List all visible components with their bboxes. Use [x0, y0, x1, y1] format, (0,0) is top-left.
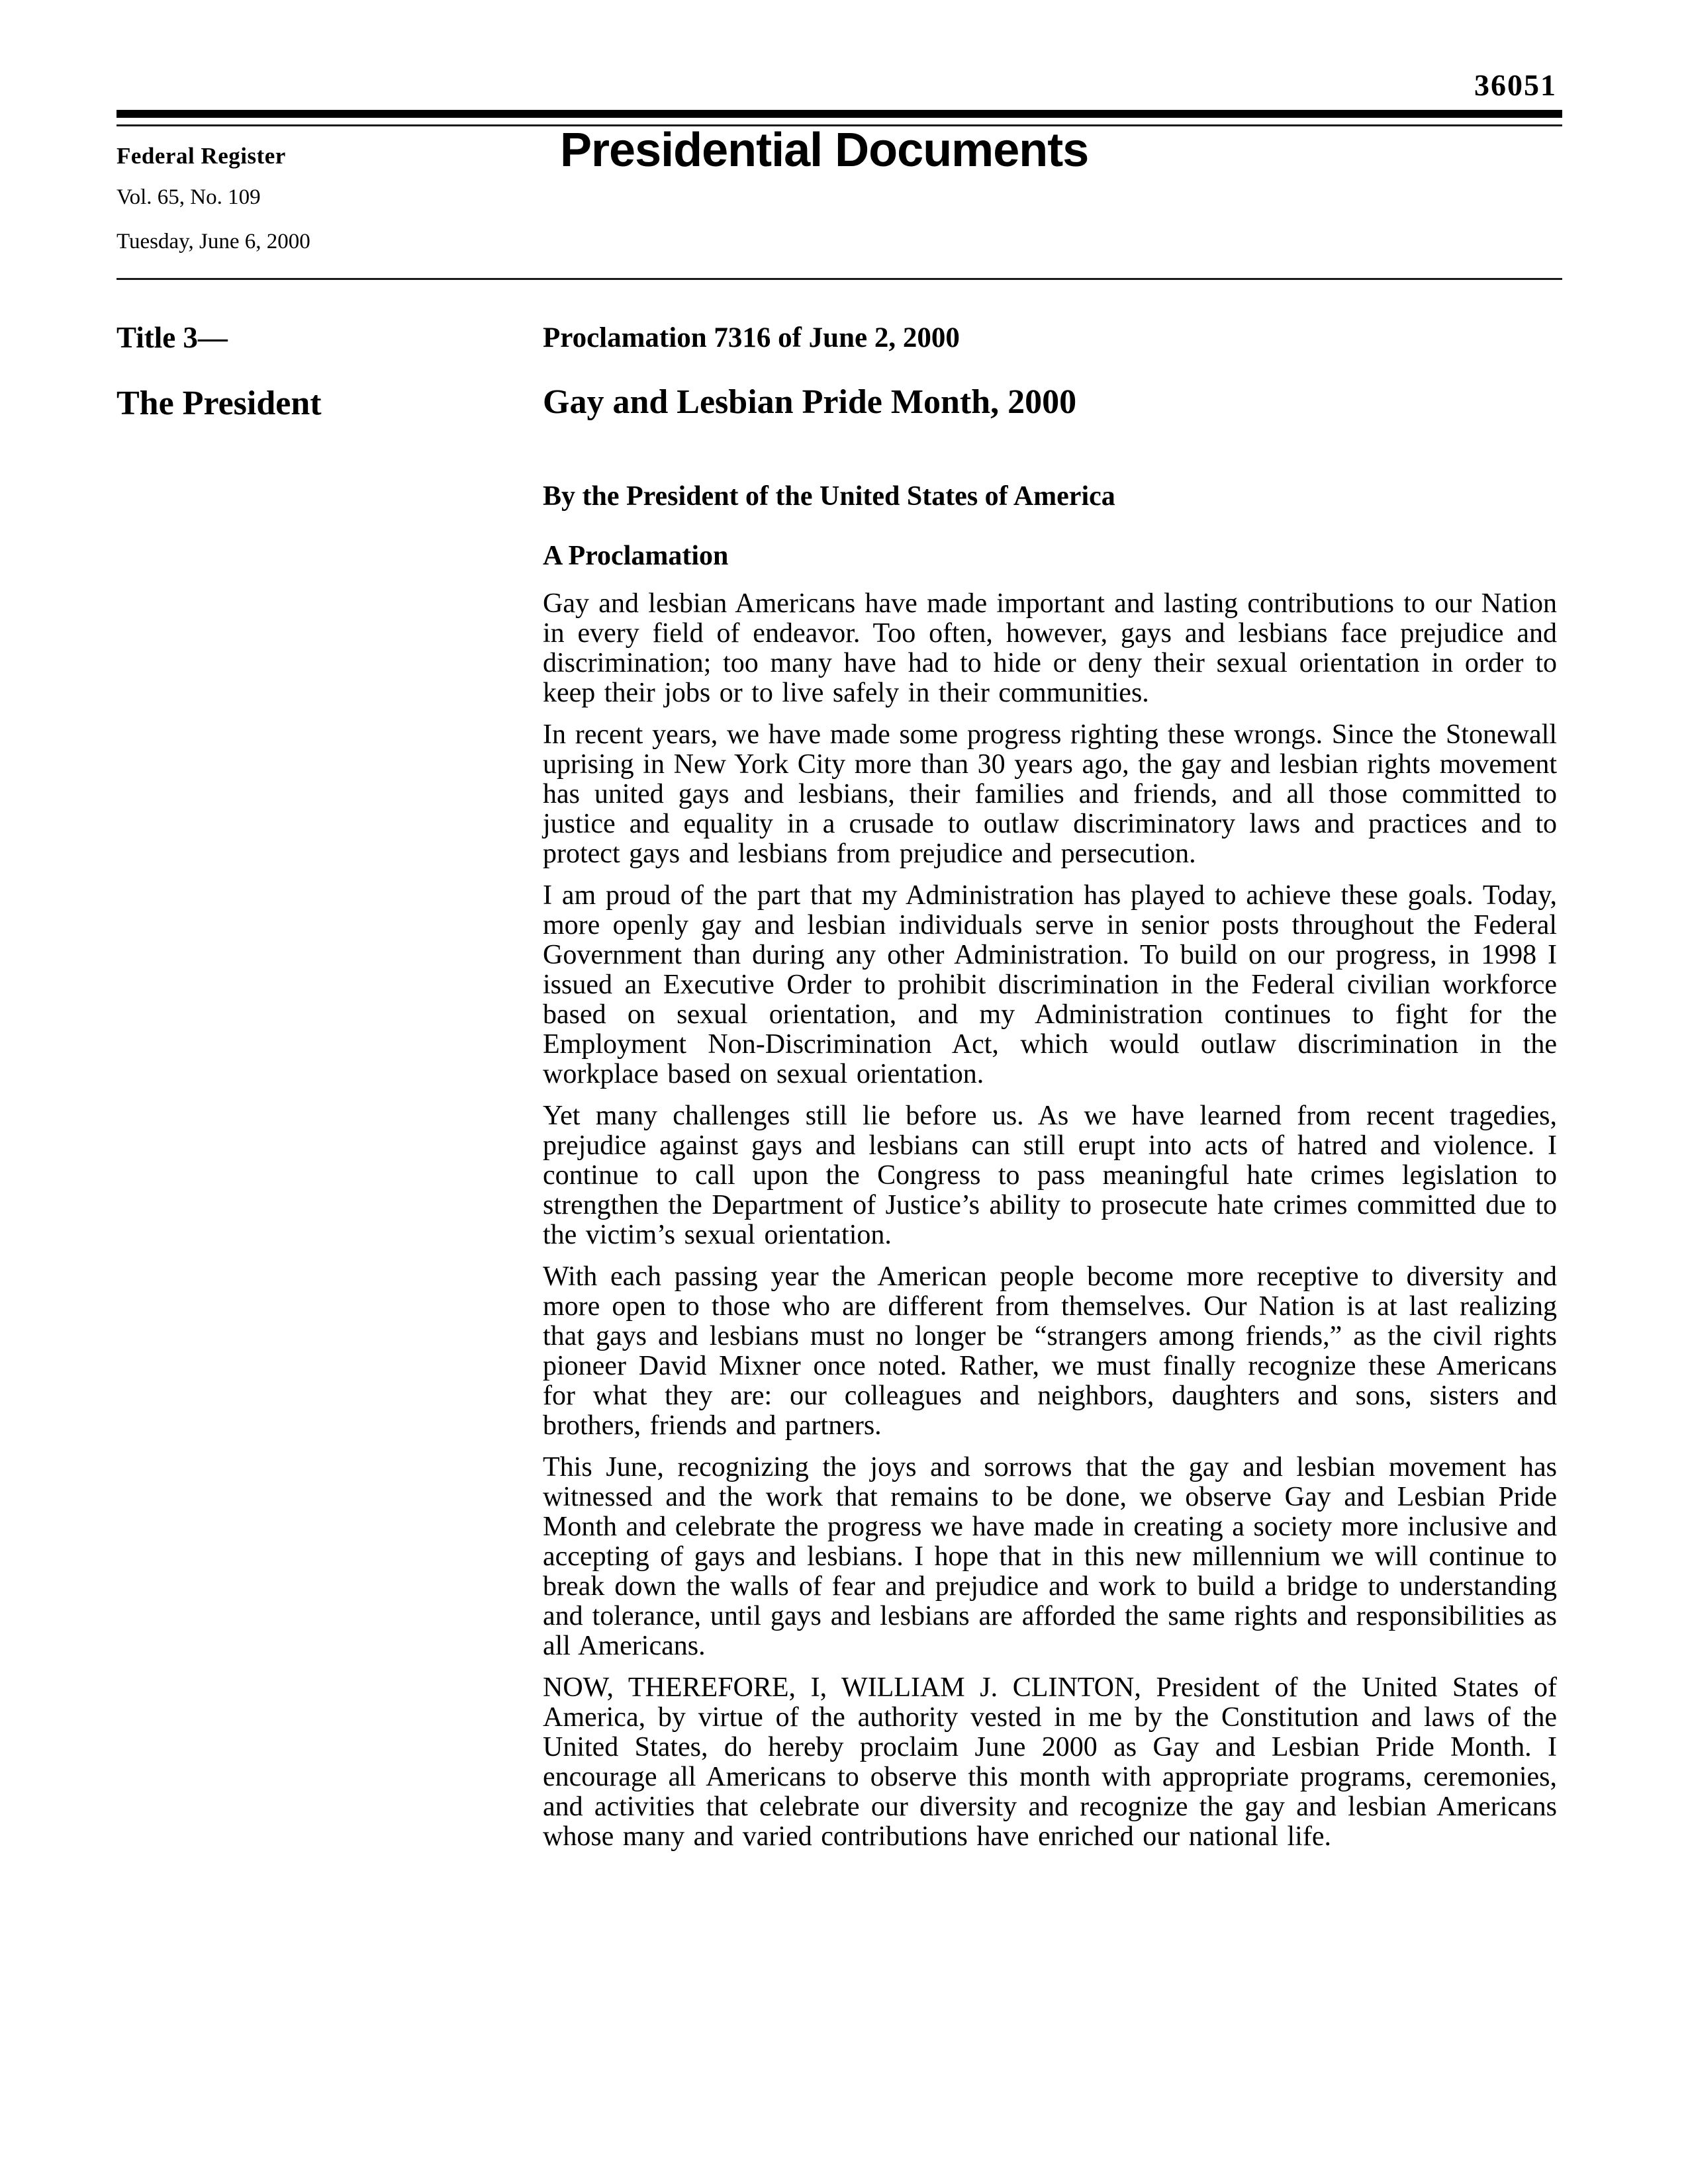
paragraph: I am proud of the part that my Administration has played to achieve these goals. Today, more openly gay and lesbian individuals serve in senior posts throughout the Federal Government than during any other Administration. To build on our progress, in 1998 I issued an Executive Order to prohibit discrimination in the Federal civilian workforce based on sexual orientation, and my Administration continues to fight for the Employment Non-Discrimination Act, which would outlaw discrimination in the workplace based on sexual orientation. [543, 880, 1557, 1089]
document-byline: By the President of the United States of America [543, 481, 1115, 512]
sidebar-title-label: Title 3— [117, 321, 228, 354]
masthead-date-line: Tuesday, June 6, 2000 [117, 230, 310, 253]
top-rule-thick [117, 110, 1562, 118]
paragraphs [543, 589, 1557, 1852]
document-subheading: A Proclamation [543, 541, 729, 571]
masthead-bottom-rule [117, 278, 1562, 280]
masthead-publication: Federal Register [117, 143, 286, 169]
sidebar-the-president-label: The President [117, 385, 322, 422]
document-title: Gay and Lesbian Pride Month, 2000 [543, 383, 1077, 421]
paragraph: Yet many challenges still lie before us. As we have learned from recent tragedies, prejudice against gays and lesbians can still erupt into acts of hatred and violence. I continue to call upon the Congress to pass meaningful hate crimes legislation to strengthen the Department of Justice’s ability to prosecute hate crimes committed due to the victim’s sexual orientation. [543, 1101, 1557, 1250]
paragraph: NOW, THEREFORE, I, WILLIAM J. CLINTON, President of the United States of America, by virtue of the authority vested in me by the Constitution and laws of the United States, do hereby proclaim June 2000 as Gay and Lesbian Pride Month. I encourage all Americans to observe this month with appropriate programs, ceremonies, and activities that celebrate our diversity and recognize the gay and lesbian Americans whose many and varied contributions have enriched our national life. [543, 1672, 1557, 1852]
masthead-volume-line: Vol. 65, No. 109 [117, 185, 261, 209]
proclamation-number-line: Proclamation 7316 of June 2, 2000 [543, 322, 960, 353]
paragraph: With each passing year the American people become more receptive to diversity and more open to those who are different from themselves. Our Nation is at last realizing that gays and lesbians must no longer be “strangers among friends,” as the civil rights pioneer David Mixner once noted. Rather, we must finally recognize these Americans for what they are: our colleagues and neighbors, daughters and sons, sisters and brothers, friends and partners. [543, 1261, 1557, 1441]
section-title: Presidential Documents [560, 124, 1089, 177]
paragraph: Gay and lesbian Americans have made important and lasting contributions to our Nation in every field of endeavor. Too often, however, gays and lesbians face prejudice and discrimination; too many have had to hide or deny their sexual orientation in order to keep their jobs or to live safely in their communities. [543, 588, 1557, 708]
paragraph: In recent years, we have made some progress righting these wrongs. Since the Stonewall uprising in New York City more than 30 years ago, the gay and lesbian rights movement has united gays and lesbians, their families and friends, and all those committed to justice and equality in a crusade to outlaw discriminatory laws and practices and to protect gays and lesbians from prejudice and persecution. [543, 719, 1557, 869]
paragraph: This June, recognizing the joys and sorrows that the gay and lesbian movement has witnessed and the work that remains to be done, we observe Gay and Lesbian Pride Month and celebrate the progress we have made in creating a society more inclusive and accepting of gays and lesbians. I hope that in this new millennium we will continue to break down the walls of fear and prejudice and work to build a bridge to understanding and tolerance, until gays and lesbians are afforded the same rights and responsibilities as all Americans. [543, 1452, 1557, 1661]
page-number: 36051 [1474, 68, 1557, 102]
